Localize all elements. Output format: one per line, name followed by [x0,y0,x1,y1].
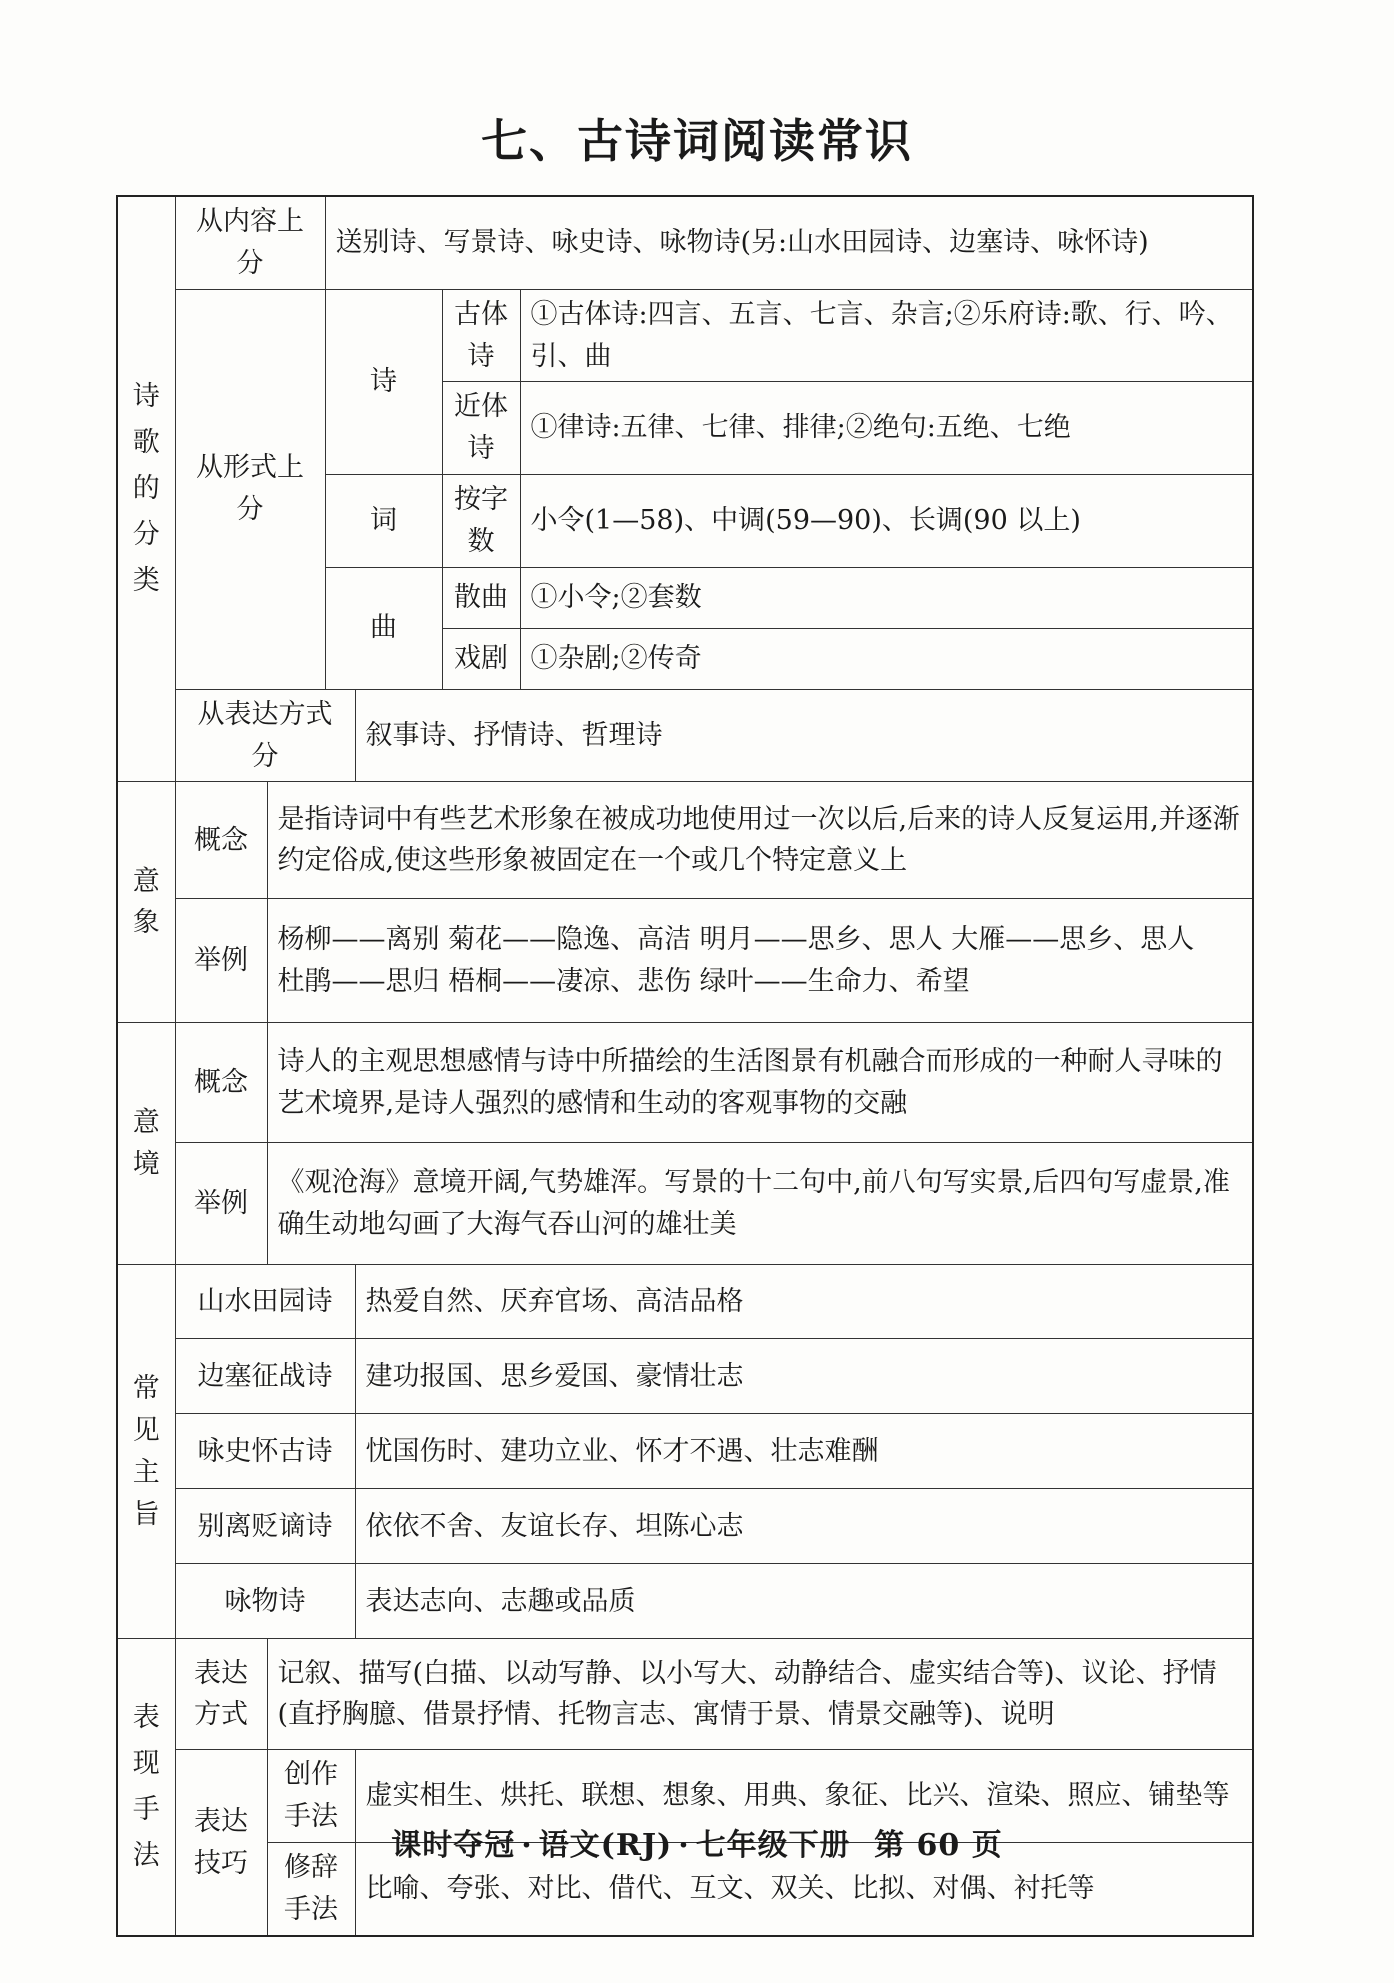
by-content-label: 从内容上分 [175,196,325,289]
shi-label: 诗 [325,289,442,474]
expression-mode-label: 表达方式 [175,1639,267,1750]
techniques-heading: 表 现 手 法 [117,1639,175,1936]
imagery-example-line: 杨柳——离别 菊花——隐逸、高洁 明月——思乡、思人 大雁——思乡、思人 [277,924,1195,956]
jintishi-label: 近体诗 [442,382,520,475]
by-form-label: 从形式上分 [175,289,325,689]
qu-label: 曲 [325,567,442,689]
gutishi-label: 古体诗 [442,289,520,382]
by-expression-text: 叙事诗、抒情诗、哲理诗 [355,689,1253,782]
theme-label: 别离贬谪诗 [175,1489,355,1564]
ci-label: 词 [325,475,442,568]
expression-mode-text: 记叙、描写(白描、以动写静、以小写大、动静结合、虚实结合等)、议论、抒情(直抒胸臆、借景抒情、托物言志、寓情于景、情景交融等)、说明 [267,1639,1253,1750]
by-content-text: 送别诗、写景诗、咏史诗、咏物诗(另:山水田园诗、边塞诗、咏怀诗) [325,196,1253,289]
imagery-concept-label: 概念 [175,782,267,899]
footer-series: 课时夺冠 [391,1828,516,1863]
theme-label: 咏史怀古诗 [175,1414,355,1489]
page-footer: 课时夺冠 · 语文(RJ) · 七年级下册 第 60 页 [391,1828,1003,1863]
artistic-example-label: 举例 [175,1143,267,1265]
themes-heading: 常见主旨 [117,1265,175,1639]
by-expression-label: 从表达方式分 [175,689,355,782]
artistic-conception-heading: 意境 [117,1023,175,1265]
imagery-example [267,899,1253,1023]
skill-row-label: 创作手法 [267,1750,355,1843]
footer-grade: 七年级下册 [695,1828,851,1863]
sanqu-text: ①小令;②套数 [520,567,1253,628]
theme-label: 山水田园诗 [175,1265,355,1339]
imagery-example-line: 杜鹃——思归 梧桐——凄凉、悲伤 绿叶——生命力、希望 [277,965,970,997]
theme-text: 热爱自然、厌弃官场、高洁品格 [355,1265,1253,1339]
theme-label: 咏物诗 [175,1564,355,1639]
footer-subject: 语文(RJ) [538,1828,673,1863]
theme-label: 边塞征战诗 [175,1339,355,1414]
theme-text: 建功报国、思乡爱国、豪情壮志 [355,1339,1253,1414]
xiju-text: ①杂剧;②传奇 [520,628,1253,689]
sanqu-label: 散曲 [442,567,520,628]
skill-row-label: 修辞手法 [267,1843,355,1936]
theme-text: 依依不舍、友谊长存、坦陈心志 [355,1489,1253,1564]
xiju-label: 戏剧 [442,628,520,689]
artistic-example: 《观沧海》意境开阔,气势雄浑。写景的十二句中,前八句写实景,后四句写虚景,准确生动地勾画了大海气吞山河的雄壮美 [267,1143,1253,1265]
gutishi-text: ①古体诗:四言、五言、七言、杂言;②乐府诗:歌、行、吟、引、曲 [520,289,1253,382]
skill-label: 表达技巧 [175,1750,267,1936]
imagery-heading: 意象 [117,782,175,1023]
imagery-concept: 是指诗词中有些艺术形象在被成功地使用过一次以后,后来的诗人反复运用,并逐渐约定俗成,使这些形象被固定在一个或几个特定意义上 [267,782,1253,899]
ci-sub-label: 按字数 [442,475,520,568]
jintishi-text: ①律诗:五律、七律、排律;②绝句:五绝、七绝 [520,382,1253,475]
classification-heading: 诗 歌 的 分 类 [117,196,175,782]
theme-text: 表达志向、志趣或品质 [355,1564,1253,1639]
skill-row-text: 比喻、夸张、对比、借代、互文、双关、比拟、对偶、衬托等 [355,1843,1253,1936]
footer-page-number: 第 60 页 [874,1828,1003,1863]
knowledge-table [116,195,1254,1937]
skill-row-text: 虚实相生、烘托、联想、想象、用典、象征、比兴、渲染、照应、铺垫等 [355,1750,1253,1843]
artistic-concept: 诗人的主观思想感情与诗中所描绘的生活图景有机融合而形成的一种耐人寻味的艺术境界,是诗人强烈的感情和生动的客观事物的交融 [267,1023,1253,1143]
page-title: 七、古诗词阅读常识 [481,114,913,168]
imagery-example-label: 举例 [175,899,267,1023]
ci-text: 小令(1—58)、中调(59—90)、长调(90 以上) [520,475,1253,568]
theme-text: 忧国伤时、建功立业、怀才不遇、壮志难酬 [355,1414,1253,1489]
artistic-concept-label: 概念 [175,1023,267,1143]
